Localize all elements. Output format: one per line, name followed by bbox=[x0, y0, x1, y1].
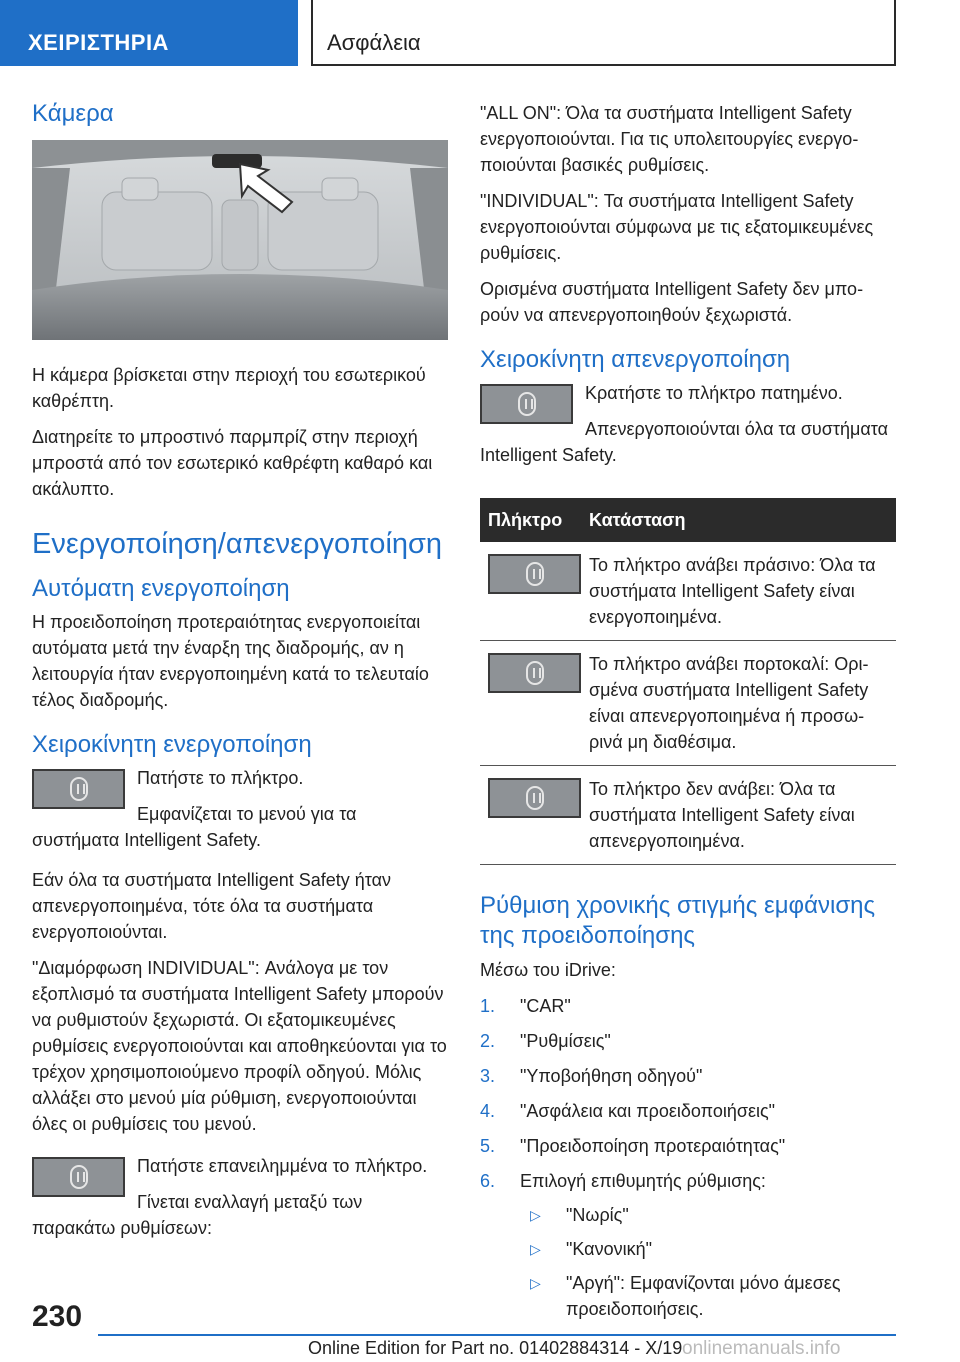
individual-text: "INDIVIDUAL": Τα συστήματα Intelligent Safety ενεργοποιούνται σύμφωνα με τις εξατομικευμένες ρυθμίσεις. bbox=[480, 191, 874, 263]
right-column bbox=[480, 100, 896, 1331]
footer-divider bbox=[98, 1334, 896, 1336]
deactivation-block bbox=[480, 380, 896, 478]
auto-activation-text: Η προειδοποίηση προτεραιότητας ενεργοποιείται αυτόματα μετά την έναρξη της διαδρομής, αν η λειτουργία ήταν ενεργοποιημένη κατά το τελευταίο τέλος διαδρομής. bbox=[32, 612, 429, 710]
manual-text-2: Εμφανίζεται το μενού για τα συστήματα Intelligent Safety. bbox=[32, 804, 357, 850]
table-cell-image bbox=[480, 542, 581, 641]
step-text: "Ρυθμίσεις" bbox=[520, 1031, 611, 1051]
camera-location-photo bbox=[32, 140, 448, 340]
safety-button-image bbox=[480, 384, 573, 424]
chapter-tab[interactable]: Ασφάλεια bbox=[311, 0, 896, 66]
safety-button-image bbox=[32, 769, 125, 809]
repeat-press-block bbox=[32, 1153, 448, 1251]
safety-lamp-icon bbox=[518, 392, 536, 416]
page-number: 230 bbox=[32, 1300, 83, 1333]
safety-lamp-icon bbox=[526, 562, 544, 586]
warning-timing-heading: Ρύθμιση χρονικής στιγμής εμφάνισης της προειδοποίησης bbox=[480, 892, 876, 949]
table-header-button: Πλήκτρο bbox=[480, 498, 581, 542]
via-idrive-text: Μέσω του iDrive: bbox=[480, 960, 616, 980]
safety-button-image bbox=[488, 778, 581, 818]
table-cell-image bbox=[480, 766, 581, 865]
list-item bbox=[480, 1168, 896, 1322]
list-item bbox=[520, 1270, 896, 1322]
deact-text-2: Απενεργοποιούνται όλα τα συστήματα Intelligent Safety. bbox=[480, 419, 889, 465]
table-cell-status: Το πλήκτρο ανάβει πορτοκαλί: Ορισμένα συστήματα Intelligent Safety είναι απενεργοποιημένα ή προσωρινά μη διαθέσιμα. bbox=[581, 641, 896, 766]
some-systems-text: Ορισμένα συστήματα Intelligent Safety δεν μπορούν να απενεργοποιηθούν ξεχωριστά. bbox=[480, 279, 864, 325]
camera-text-1: Η κάμερα βρίσκεται στην περιοχή του εσωτερικού καθρέπτη. bbox=[32, 365, 426, 411]
table-row bbox=[480, 766, 896, 865]
table-header-row bbox=[480, 498, 896, 542]
manual-activation-block bbox=[32, 765, 448, 863]
deact-text-1: Κρατήστε το πλήκτρο πατημένο. bbox=[585, 383, 843, 403]
step-text: "Υποβοήθηση οδηγού" bbox=[520, 1066, 703, 1086]
step-number: 5. bbox=[480, 1136, 496, 1156]
watermark: onlinemanuals.info bbox=[682, 1338, 841, 1359]
option-text: "Κανονική" bbox=[566, 1239, 652, 1259]
safety-lamp-icon bbox=[70, 777, 88, 801]
step-text: "Ασφάλεια και προειδοποιήσεις" bbox=[520, 1101, 776, 1121]
edition-text: Online Edition for Part no. 01402884314 - X/19 bbox=[308, 1338, 683, 1358]
step-number: 4. bbox=[480, 1101, 496, 1121]
camera-text-2: Διατηρείτε το μπροστινό παρμπρίζ στην περιοχή μπροστά από τον εσωτερικό καθρέφτη καθαρό και ακάλυπτο. bbox=[32, 427, 433, 499]
safety-button-image bbox=[488, 653, 581, 693]
triangle-bullet-icon: ▷ bbox=[530, 1241, 541, 1257]
step-text: "Προειδοποίηση προτεραιότητας" bbox=[520, 1136, 786, 1156]
step-number: 1. bbox=[480, 996, 496, 1016]
repeat-text-2: Γίνεται εναλλαγή μεταξύ των παρακάτω ρυθμίσεων: bbox=[32, 1192, 363, 1238]
list-item bbox=[480, 1028, 896, 1054]
list-item bbox=[480, 1133, 896, 1159]
table-header-status: Κατάσταση bbox=[581, 498, 896, 542]
table-cell-status: Το πλήκτρο ανάβει πράσινο: Όλα τα συστήματα Intelligent Safety είναι ενεργοποιημένα. bbox=[581, 542, 896, 641]
table-cell-status: Το πλήκτρο δεν ανάβει: Όλα τα συστήματα Intelligent Safety είναι απενεργοποιημένα. bbox=[581, 766, 896, 865]
list-item bbox=[520, 1202, 896, 1228]
button-status-table bbox=[480, 498, 896, 865]
list-item bbox=[480, 993, 896, 1019]
camera-heading: Κάμερα bbox=[32, 100, 114, 127]
list-item bbox=[480, 1098, 896, 1124]
list-item bbox=[480, 1063, 896, 1089]
step-number: 2. bbox=[480, 1031, 496, 1051]
safety-lamp-icon bbox=[526, 661, 544, 685]
all-on-text: "ALL ON": Όλα τα συστήματα Intelligent Safety ενεργοποιούνται. Για τις υπολειτουργίες ενεργοποιούνται βασικές ρυθμίσεις. bbox=[480, 103, 859, 175]
page-header bbox=[0, 0, 960, 66]
step-text: "CAR" bbox=[520, 996, 571, 1016]
manual-text-1: Πατήστε το πλήκτρο. bbox=[137, 768, 304, 788]
auto-activation-heading: Αυτόματη ενεργοποίηση bbox=[32, 575, 290, 602]
section-tab[interactable]: ΧΕΙΡΙΣΤΗΡΙΑ bbox=[0, 0, 298, 66]
manual-text-3: Εάν όλα τα συστήματα Intelligent Safety ήταν απενεργοποιημένα, τότε όλα τα συστήματα ενεργοποιούνται. bbox=[32, 870, 392, 942]
safety-button-image bbox=[32, 1157, 125, 1197]
left-column bbox=[32, 100, 448, 1255]
option-text: "Αργή": Εμφανίζονται μόνο άμεσες προειδοποιήσεις. bbox=[566, 1273, 841, 1319]
options-list bbox=[520, 1202, 896, 1322]
steps-list bbox=[480, 993, 896, 1322]
triangle-bullet-icon: ▷ bbox=[530, 1207, 541, 1223]
manual-deactivation-heading: Χειροκίνητη απενεργοποίηση bbox=[480, 346, 791, 373]
step-text: Επιλογή επιθυμητής ρύθμισης: bbox=[520, 1171, 766, 1191]
step-number: 3. bbox=[480, 1066, 496, 1086]
safety-lamp-icon bbox=[70, 1165, 88, 1189]
table-row bbox=[480, 641, 896, 766]
manual-text-4: "Διαμόρφωση INDIVIDUAL": Ανάλογα με τον εξοπλισμό τα συστήματα Intelligent Safety μπορούν να ρυθμιστούν ξεχωριστά. Οι εξατομικευμένες ρυθμίσεις ενεργοποιούνται και αποθηκεύονται για το τρέχον χρησιμοποιούμενο προφίλ οδηγού. Μόλις αλλάξει στο μενού μία ρύθμιση, ενεργοποιούνται όλες οι ρυθμίσεις του μενού. bbox=[32, 958, 447, 1134]
list-item bbox=[520, 1236, 896, 1262]
activation-heading: Ενεργοποίηση/απενεργοποίηση bbox=[32, 528, 443, 560]
step-number: 6. bbox=[480, 1171, 496, 1191]
manual-activation-heading: Χειροκίνητη ενεργοποίηση bbox=[32, 731, 312, 758]
option-text: "Νωρίς" bbox=[566, 1205, 629, 1225]
table-cell-image bbox=[480, 641, 581, 766]
repeat-text-1: Πατήστε επανειλημμένα το πλήκτρο. bbox=[137, 1156, 428, 1176]
table-row bbox=[480, 542, 896, 641]
triangle-bullet-icon: ▷ bbox=[530, 1275, 541, 1291]
safety-lamp-icon bbox=[526, 786, 544, 810]
safety-button-image bbox=[488, 554, 581, 594]
